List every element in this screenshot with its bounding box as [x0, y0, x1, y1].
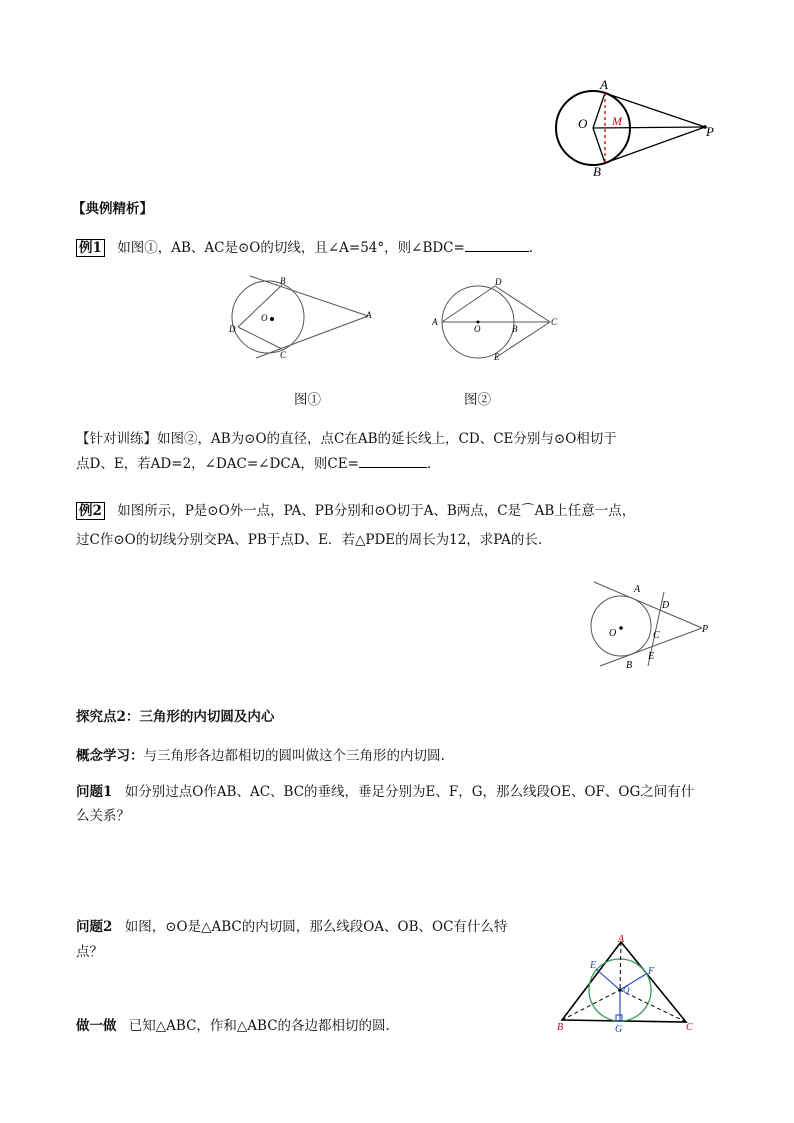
fig2-label-b: B	[512, 324, 518, 334]
example2-line-2: 过C作⊙O的切线分别交PA、PB于点D、E．若△PDE的周长为12，求PA的长.	[76, 532, 543, 548]
concept-label: 概念学习：	[76, 748, 144, 764]
fig1-label-b: B	[280, 276, 286, 286]
example1: 例1 如图①，AB、AC是⊙O的切线，且∠A=54°，则∠BDC= .	[76, 236, 533, 256]
fig2-label-e: E	[494, 352, 500, 362]
figure-4-incircle	[552, 934, 702, 1038]
fig3-label-b: B	[626, 660, 633, 668]
fig3-label-p: P	[702, 624, 709, 635]
practice-line-1: 【针对训练】如图②，AB为⊙O的直径，点C在AB的延长线上，CD、CE分别与⊙O相切于	[76, 431, 617, 447]
question1-line-2: 么关系？	[76, 808, 130, 824]
fig4-label-b: B	[557, 1022, 564, 1033]
practice-answer-blank[interactable]	[359, 455, 427, 468]
label-m: M	[612, 114, 622, 128]
figure-1-caption: 图①	[294, 392, 321, 408]
fig4-label-e: E	[590, 960, 597, 971]
example2-text: 如图所示，P是⊙O外一点，PA、PB分别和⊙O切于A、B两点，C是⌒AB上任意一点，	[117, 503, 636, 519]
question2-line-1: 问题2 如图，⊙O是△ABC的内切圆，那么线段OA、OB、OC有什么特	[76, 919, 508, 935]
concept-line	[76, 744, 445, 764]
fig2-label-c: C	[551, 317, 558, 327]
fig3-label-d: D	[662, 600, 670, 611]
fig3-label-o: O	[609, 628, 617, 639]
doit-label: 做一做	[76, 1018, 117, 1034]
fig1-label-o: O	[261, 313, 268, 323]
label-o: O	[578, 116, 588, 131]
question1-label: 问题1	[76, 784, 113, 800]
figure-top-tangents	[548, 74, 728, 180]
fig2-label-d: D	[495, 277, 502, 287]
example1-tag: 例1	[76, 239, 105, 257]
figure-1	[226, 272, 378, 362]
fig3-label-e: E	[648, 651, 655, 662]
fig1-label-d: D	[229, 324, 236, 334]
question2-label: 问题2	[76, 919, 113, 935]
label-p: P	[706, 124, 714, 139]
practice-line-2: 点D、E，若AD=2，∠DAC=∠DCA，则CE= .	[76, 456, 432, 472]
question2-line-2: 点？	[76, 944, 103, 960]
label-b: B	[593, 164, 601, 179]
fig2-label-a: A	[432, 317, 438, 327]
label-a: A	[600, 77, 608, 92]
example2-tag: 例2	[76, 502, 105, 520]
example2-line-1	[76, 499, 635, 519]
fig2-label-o: O	[474, 324, 481, 334]
answer-blank[interactable]	[465, 239, 529, 252]
figure-2	[428, 274, 562, 364]
figure-3	[586, 578, 716, 668]
fig1-label-c: C	[280, 350, 287, 360]
fig1-label-a: A	[366, 310, 372, 320]
fig4-label-f: F	[648, 966, 655, 977]
figure-2-caption: 图②	[464, 392, 491, 408]
fig4-label-o: O	[623, 985, 630, 995]
fig4-label-g: G	[615, 1024, 623, 1035]
explore-heading: 探究点2：三角形的内切圆及内心	[76, 709, 275, 725]
fig3-label-a: A	[634, 584, 641, 595]
doit-line: 做一做 已知△ABC，作和△ABC的各边都相切的圆.	[76, 1018, 390, 1034]
fig4-label-c: C	[686, 1022, 693, 1033]
question1-line-1: 问题1 如分别过点O作AB、AC、BC的垂线，垂足分别为E、F，G，那么线段OE、OF、OG之间有什	[76, 784, 695, 800]
fig4-label-a: A	[618, 934, 625, 945]
fig3-label-c: C	[653, 630, 660, 641]
example1-text: 如图①，AB、AC是⊙O的切线，且∠A=54°，则∠BDC=	[117, 240, 465, 256]
section-example-heading: 【典例精析】	[72, 201, 153, 217]
concept-text: 与三角形各边都相切的圆叫做这个三角形的内切圆.	[143, 748, 445, 764]
